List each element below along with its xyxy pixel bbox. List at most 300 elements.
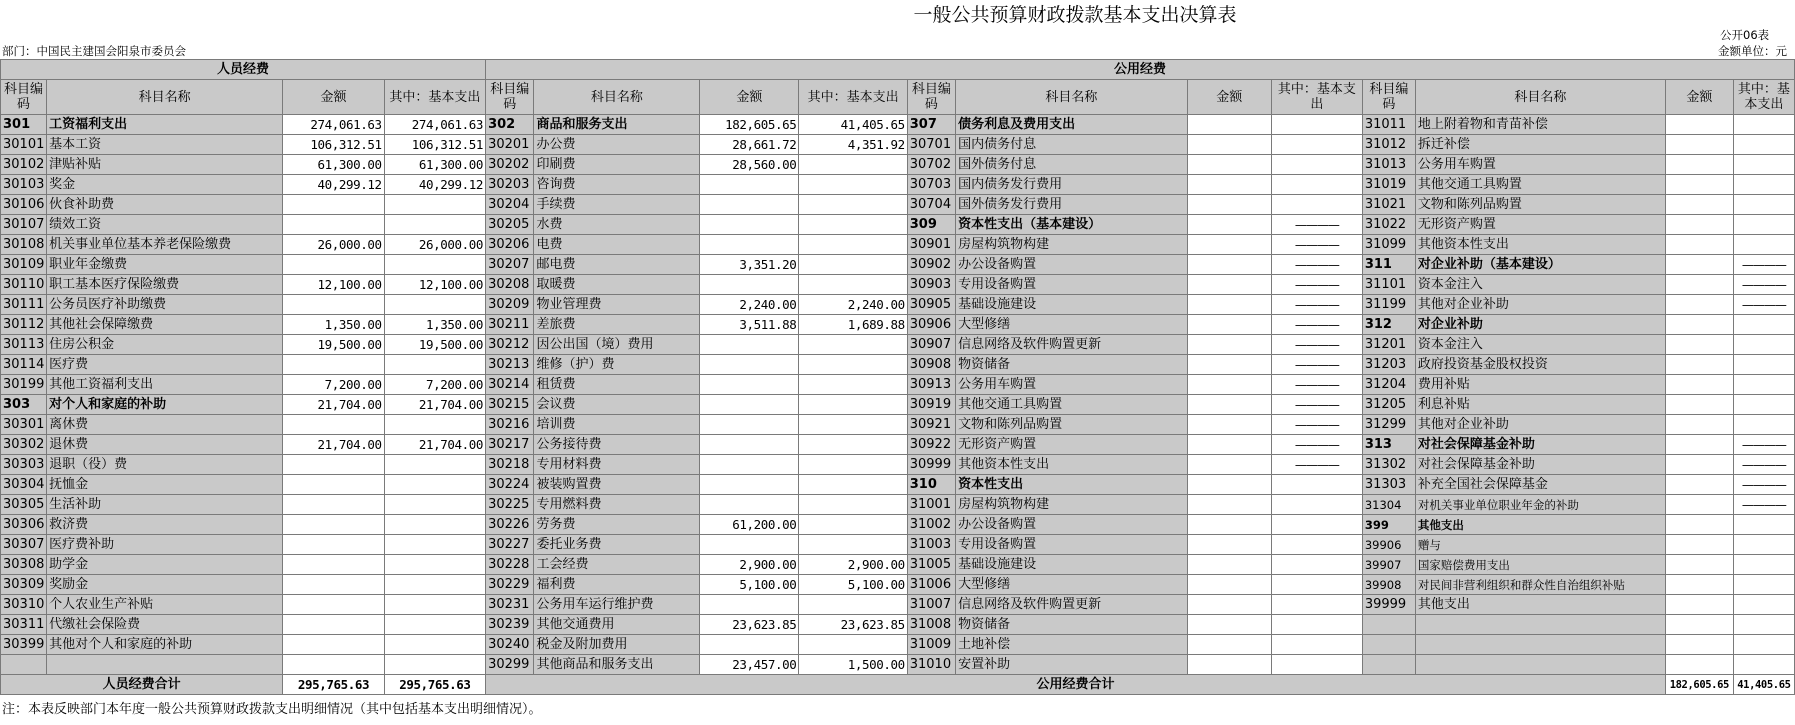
cell-amount <box>1665 515 1733 535</box>
cell-code: 30908 <box>907 355 955 375</box>
cell-code: 30203 <box>486 175 534 195</box>
public-total-label: 公用经费合计 <box>486 675 1666 695</box>
cell-amount <box>1665 275 1733 295</box>
cell-basic <box>384 615 485 635</box>
cell-name: 职业年金缴费 <box>47 255 283 275</box>
cell-basic: 40,299.12 <box>384 175 485 195</box>
cell-basic: 61,300.00 <box>384 155 485 175</box>
cell-code: 30224 <box>486 475 534 495</box>
cell-code: 31012 <box>1362 135 1415 155</box>
cell-code: 30921 <box>907 415 955 435</box>
cell-name: 土地补偿 <box>956 635 1188 655</box>
cell-amount <box>1187 635 1271 655</box>
cell-name: 被装购置费 <box>534 475 700 495</box>
cell-amount <box>700 415 799 435</box>
cell-name: 物资储备 <box>956 355 1188 375</box>
unit-label: 金额单位：元 <box>1718 44 1787 58</box>
cell-basic <box>1733 355 1794 375</box>
header-amount: 金额 <box>283 80 384 115</box>
cell-name: 会议费 <box>534 395 700 415</box>
cell-basic <box>1271 655 1362 675</box>
cell-basic: 4,351.92 <box>799 135 907 155</box>
cell-basic <box>799 235 907 255</box>
cell-code: 31019 <box>1362 175 1415 195</box>
cell-basic <box>1733 655 1794 675</box>
cell-name: 工会经费 <box>534 555 700 575</box>
table-row <box>1 575 1795 595</box>
cell-code: 30215 <box>486 395 534 415</box>
cell-code: 30111 <box>1 295 47 315</box>
cell-code: 31303 <box>1362 475 1415 495</box>
personnel-total-label: 人员经费合计 <box>1 675 283 695</box>
header-amount: 金额 <box>1665 80 1733 115</box>
cell-basic <box>1271 555 1362 575</box>
cell-basic <box>799 155 907 175</box>
cell-name: 拆迁补偿 <box>1415 135 1665 155</box>
cell-amount <box>1187 155 1271 175</box>
cell-amount <box>1187 175 1271 195</box>
cell-name: 对机关事业单位职业年金的补助 <box>1415 495 1665 515</box>
cell-basic <box>799 535 907 555</box>
cell-name: 工资福利支出 <box>47 115 283 135</box>
cell-name: 信息网络及软件购置更新 <box>956 595 1188 615</box>
cell-code: 30905 <box>907 295 955 315</box>
cell-code: 31006 <box>907 575 955 595</box>
cell-name: 资本金注入 <box>1415 335 1665 355</box>
cell-name: 退休费 <box>47 435 283 455</box>
cell-amount <box>700 215 799 235</box>
cell-name: 对企业补助 <box>1415 315 1665 335</box>
cell-amount <box>1187 355 1271 375</box>
cell-basic <box>799 395 907 415</box>
cell-amount <box>1665 595 1733 615</box>
cell-basic: ———— <box>1733 435 1794 455</box>
cell-code: 30302 <box>1 435 47 455</box>
cell-basic: 2,240.00 <box>799 295 907 315</box>
cell-name: 其他社会保障缴费 <box>47 315 283 335</box>
cell-name: 物资储备 <box>956 615 1188 635</box>
table-row <box>1 495 1795 515</box>
cell-amount <box>283 255 384 275</box>
cell-amount: 7,200.00 <box>283 375 384 395</box>
cell-amount <box>1187 595 1271 615</box>
cell-name: 地上附着物和青苗补偿 <box>1415 115 1665 135</box>
cell-amount <box>1665 435 1733 455</box>
cell-amount <box>700 275 799 295</box>
cell-code: 30101 <box>1 135 47 155</box>
cell-basic <box>1733 375 1794 395</box>
cell-name: 手续费 <box>534 195 700 215</box>
table-row <box>1 515 1795 535</box>
cell-name: 代缴社会保险费 <box>47 615 283 635</box>
cell-amount <box>1187 415 1271 435</box>
cell-amount <box>283 615 384 635</box>
cell-basic: ———— <box>1271 335 1362 355</box>
cell-name: 医疗费补助 <box>47 535 283 555</box>
cell-name: 基本工资 <box>47 135 283 155</box>
header-basic: 其中：基本支出 <box>384 80 485 115</box>
cell-name: 信息网络及软件购置更新 <box>956 335 1188 355</box>
cell-name: 生活补助 <box>47 495 283 515</box>
cell-code: 302 <box>486 115 534 135</box>
cell-basic <box>1271 175 1362 195</box>
cell-code: 31001 <box>907 495 955 515</box>
cell-code: 30901 <box>907 235 955 255</box>
cell-name: 其他对企业补助 <box>1415 295 1665 315</box>
cell-basic <box>1733 595 1794 615</box>
cell-amount <box>1665 155 1733 175</box>
cell-amount: 21,704.00 <box>283 395 384 415</box>
cell-code: 30107 <box>1 215 47 235</box>
cell-basic <box>1733 115 1794 135</box>
cell-name: 邮电费 <box>534 255 700 275</box>
cell-name: 政府投资基金股权投资 <box>1415 355 1665 375</box>
cell-code: 31005 <box>907 555 955 575</box>
cell-code <box>1362 615 1415 635</box>
cell-basic: 106,312.51 <box>384 135 485 155</box>
cell-amount <box>1187 215 1271 235</box>
cell-amount <box>1187 395 1271 415</box>
cell-amount: 12,100.00 <box>283 275 384 295</box>
cell-amount <box>283 415 384 435</box>
header-basic: 其中：基本支出 <box>1271 80 1362 115</box>
cell-code: 31008 <box>907 615 955 635</box>
cell-name: 培训费 <box>534 415 700 435</box>
cell-code: 30903 <box>907 275 955 295</box>
cell-code: 30703 <box>907 175 955 195</box>
cell-name: 安置补助 <box>956 655 1188 675</box>
cell-basic <box>1733 175 1794 195</box>
cell-amount: 61,300.00 <box>283 155 384 175</box>
cell-code: 30207 <box>486 255 534 275</box>
cell-name: 税金及附加费用 <box>534 635 700 655</box>
cell-code: 30308 <box>1 555 47 575</box>
cell-name: 伙食补助费 <box>47 195 283 215</box>
cell-basic <box>799 455 907 475</box>
cell-amount <box>1187 195 1271 215</box>
table-row <box>1 215 1795 235</box>
cell-name: 办公费 <box>534 135 700 155</box>
cell-code: 30212 <box>486 335 534 355</box>
cell-code: 301 <box>1 115 47 135</box>
cell-code: 30216 <box>486 415 534 435</box>
cell-amount: 3,351.20 <box>700 255 799 275</box>
table-row <box>1 375 1795 395</box>
cell-amount <box>283 655 384 675</box>
cell-name: 资本性支出（基本建设） <box>956 215 1188 235</box>
table-row <box>1 335 1795 355</box>
cell-name: 赠与 <box>1415 535 1665 555</box>
personnel-total-basic: 295,765.63 <box>384 675 485 695</box>
cell-basic <box>1271 495 1362 515</box>
cell-amount <box>1665 475 1733 495</box>
cell-basic <box>799 175 907 195</box>
cell-code: 30227 <box>486 535 534 555</box>
cell-code: 303 <box>1 395 47 415</box>
cell-name: 其他支出 <box>1415 515 1665 535</box>
cell-basic <box>1733 135 1794 155</box>
expenditure-table <box>0 59 1795 695</box>
cell-basic <box>384 455 485 475</box>
cell-basic: ———— <box>1271 275 1362 295</box>
cell-amount <box>1187 515 1271 535</box>
cell-amount <box>1187 135 1271 155</box>
header-name: 科目名称 <box>956 80 1188 115</box>
cell-amount <box>1187 475 1271 495</box>
cell-amount: 21,704.00 <box>283 435 384 455</box>
cell-amount <box>1665 235 1733 255</box>
public-total-amount: 182,605.65 <box>1665 675 1733 695</box>
cell-basic <box>799 255 907 275</box>
cell-amount <box>283 355 384 375</box>
cell-basic <box>1271 195 1362 215</box>
cell-name <box>1415 635 1665 655</box>
cell-name: 商品和服务支出 <box>534 115 700 135</box>
cell-amount <box>283 295 384 315</box>
cell-name: 国内债务付息 <box>956 135 1188 155</box>
cell-basic: 19,500.00 <box>384 335 485 355</box>
cell-name: 专用设备购置 <box>956 535 1188 555</box>
cell-basic: ———— <box>1271 235 1362 255</box>
table-row <box>1 615 1795 635</box>
cell-basic: ———— <box>1733 475 1794 495</box>
cell-basic <box>799 355 907 375</box>
cell-basic: 26,000.00 <box>384 235 485 255</box>
cell-name: 其他对企业补助 <box>1415 415 1665 435</box>
cell-basic <box>1271 115 1362 135</box>
cell-amount <box>1187 335 1271 355</box>
cell-basic: ———— <box>1271 375 1362 395</box>
cell-basic <box>799 435 907 455</box>
cell-amount <box>1187 575 1271 595</box>
table-row <box>1 395 1795 415</box>
cell-name: 津贴补贴 <box>47 155 283 175</box>
cell-amount <box>700 595 799 615</box>
cell-name: 文物和陈列品购置 <box>956 415 1188 435</box>
cell-code: 313 <box>1362 435 1415 455</box>
cell-name: 对社会保障基金补助 <box>1415 455 1665 475</box>
cell-basic <box>799 335 907 355</box>
cell-code: 309 <box>907 215 955 235</box>
cell-basic: ———— <box>1271 355 1362 375</box>
cell-code: 30999 <box>907 455 955 475</box>
cell-code: 30239 <box>486 615 534 635</box>
cell-basic: ———— <box>1733 455 1794 475</box>
cell-code: 31204 <box>1362 375 1415 395</box>
cell-name: 救济费 <box>47 515 283 535</box>
cell-basic <box>799 595 907 615</box>
cell-basic: ———— <box>1271 415 1362 435</box>
cell-name: 对社会保障基金补助 <box>1415 435 1665 455</box>
cell-name: 离休费 <box>47 415 283 435</box>
cell-code: 31003 <box>907 535 955 555</box>
cell-code <box>1362 655 1415 675</box>
cell-amount <box>1665 195 1733 215</box>
header-amount: 金额 <box>700 80 799 115</box>
cell-name: 取暖费 <box>534 275 700 295</box>
table-row <box>1 175 1795 195</box>
cell-amount <box>1665 495 1733 515</box>
cell-basic <box>1733 235 1794 255</box>
form-code: 公开06表 <box>1720 28 1770 42</box>
cell-name: 助学金 <box>47 555 283 575</box>
cell-code: 30307 <box>1 535 47 555</box>
group-public: 公用经费 <box>486 60 1795 80</box>
cell-basic <box>1733 415 1794 435</box>
cell-amount <box>283 575 384 595</box>
cell-code: 30214 <box>486 375 534 395</box>
table-row <box>1 655 1795 675</box>
cell-name: 大型修缮 <box>956 315 1188 335</box>
cell-amount <box>700 375 799 395</box>
table-row <box>1 155 1795 175</box>
cell-basic: 23,623.85 <box>799 615 907 635</box>
cell-basic <box>1733 195 1794 215</box>
cell-code: 31010 <box>907 655 955 675</box>
cell-code: 30304 <box>1 475 47 495</box>
cell-code: 30301 <box>1 415 47 435</box>
cell-basic <box>1271 595 1362 615</box>
cell-amount <box>1187 235 1271 255</box>
cell-amount <box>700 495 799 515</box>
cell-name: 其他资本性支出 <box>956 455 1188 475</box>
cell-name: 基础设施建设 <box>956 295 1188 315</box>
cell-basic <box>799 475 907 495</box>
cell-amount <box>1665 635 1733 655</box>
cell-basic <box>1271 515 1362 535</box>
cell-code: 30399 <box>1 635 47 655</box>
cell-amount: 26,000.00 <box>283 235 384 255</box>
cell-name: 房屋构筑物构建 <box>956 495 1188 515</box>
cell-basic <box>799 415 907 435</box>
cell-code: 31013 <box>1362 155 1415 175</box>
cell-name <box>47 655 283 675</box>
cell-basic <box>384 575 485 595</box>
cell-name: 办公设备购置 <box>956 255 1188 275</box>
cell-code: 31099 <box>1362 235 1415 255</box>
cell-basic <box>384 495 485 515</box>
cell-basic <box>384 555 485 575</box>
cell-amount <box>1665 535 1733 555</box>
cell-basic: 1,500.00 <box>799 655 907 675</box>
cell-code: 30701 <box>907 135 955 155</box>
cell-name: 奖励金 <box>47 575 283 595</box>
cell-amount: 23,623.85 <box>700 615 799 635</box>
cell-code: 30311 <box>1 615 47 635</box>
cell-basic <box>799 515 907 535</box>
cell-name: 因公出国（境）费用 <box>534 335 700 355</box>
cell-basic <box>1733 335 1794 355</box>
cell-amount <box>1665 315 1733 335</box>
table-row <box>1 315 1795 335</box>
cell-basic <box>1733 395 1794 415</box>
cell-amount: 182,605.65 <box>700 115 799 135</box>
totals-row <box>1 675 1795 695</box>
cell-basic <box>384 255 485 275</box>
cell-basic <box>384 515 485 535</box>
cell-code: 31199 <box>1362 295 1415 315</box>
cell-code: 30106 <box>1 195 47 215</box>
cell-code: 30202 <box>486 155 534 175</box>
cell-amount: 5,100.00 <box>700 575 799 595</box>
cell-amount: 3,511.88 <box>700 315 799 335</box>
cell-amount <box>283 635 384 655</box>
cell-basic: 5,100.00 <box>799 575 907 595</box>
cell-basic <box>384 595 485 615</box>
cell-code: 30228 <box>486 555 534 575</box>
header-code: 科目编码 <box>907 80 955 115</box>
cell-amount <box>1665 395 1733 415</box>
cell-name: 差旅费 <box>534 315 700 335</box>
cell-basic: 2,900.00 <box>799 555 907 575</box>
cell-name: 对民间非营利组织和群众性自治组织补贴 <box>1415 575 1665 595</box>
cell-basic: ———— <box>1733 255 1794 275</box>
cell-name: 国内债务发行费用 <box>956 175 1188 195</box>
cell-basic <box>799 495 907 515</box>
cell-code: 31203 <box>1362 355 1415 375</box>
cell-amount <box>283 535 384 555</box>
cell-basic <box>799 195 907 215</box>
cell-name: 房屋构筑物构建 <box>956 235 1188 255</box>
cell-basic: 21,704.00 <box>384 395 485 415</box>
cell-code: 30218 <box>486 455 534 475</box>
cell-basic <box>1733 215 1794 235</box>
cell-basic: ———— <box>1733 495 1794 515</box>
cell-name: 其他资本性支出 <box>1415 235 1665 255</box>
cell-name: 其他工资福利支出 <box>47 375 283 395</box>
cell-code: 312 <box>1362 315 1415 335</box>
cell-name: 咨询费 <box>534 175 700 195</box>
cell-name: 专用设备购置 <box>956 275 1188 295</box>
cell-amount <box>1665 255 1733 275</box>
cell-basic: 1,689.88 <box>799 315 907 335</box>
header-name: 科目名称 <box>1415 80 1665 115</box>
cell-amount <box>1187 555 1271 575</box>
cell-name: 物业管理费 <box>534 295 700 315</box>
cell-code <box>1 655 47 675</box>
cell-basic <box>384 635 485 655</box>
cell-basic <box>1733 155 1794 175</box>
cell-basic <box>1271 635 1362 655</box>
cell-amount: 61,200.00 <box>700 515 799 535</box>
cell-name: 对企业补助（基本建设） <box>1415 255 1665 275</box>
cell-code: 30913 <box>907 375 955 395</box>
table-row <box>1 475 1795 495</box>
cell-amount <box>1187 535 1271 555</box>
table-row <box>1 235 1795 255</box>
cell-basic <box>1271 575 1362 595</box>
cell-basic: 1,350.00 <box>384 315 485 335</box>
cell-amount <box>1187 435 1271 455</box>
cell-code: 31022 <box>1362 215 1415 235</box>
cell-code: 39906 <box>1362 535 1415 555</box>
cell-basic <box>384 475 485 495</box>
cell-code: 30204 <box>486 195 534 215</box>
cell-basic: 7,200.00 <box>384 375 485 395</box>
cell-amount <box>700 195 799 215</box>
cell-amount: 2,240.00 <box>700 295 799 315</box>
cell-amount <box>1187 455 1271 475</box>
cell-amount <box>1665 555 1733 575</box>
cell-name: 国外债务发行费用 <box>956 195 1188 215</box>
cell-code: 30303 <box>1 455 47 475</box>
cell-code: 30112 <box>1 315 47 335</box>
cell-amount: 19,500.00 <box>283 335 384 355</box>
cell-code: 30110 <box>1 275 47 295</box>
cell-basic <box>384 655 485 675</box>
cell-code: 31021 <box>1362 195 1415 215</box>
table-row <box>1 435 1795 455</box>
